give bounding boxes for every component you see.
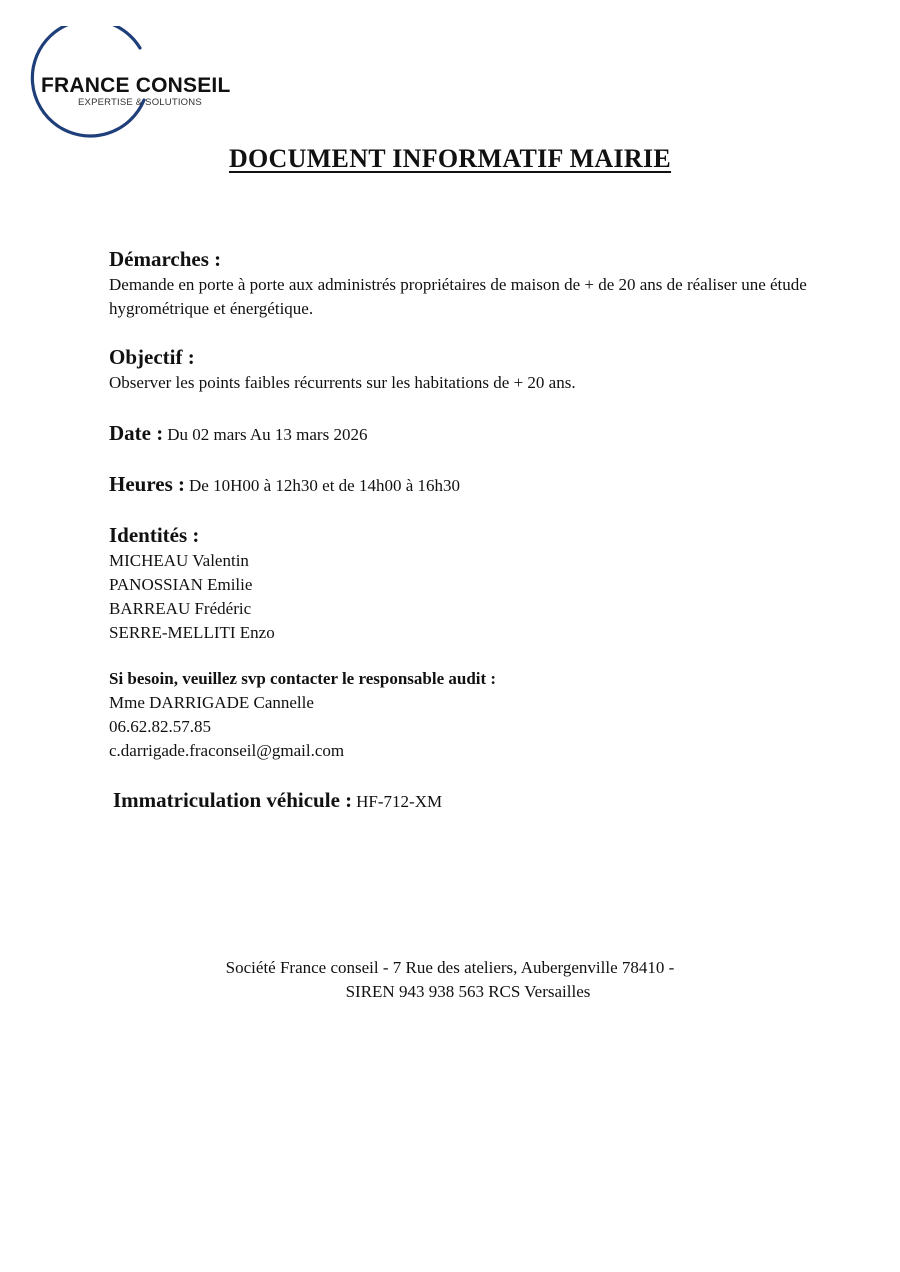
- demarches-text: Demande en porte à porte aux administrés propriétaires de maison de + de 20 ans de réaliser une étude hygrométrique et énergétique.: [109, 275, 807, 318]
- objectif-text: Observer les points faibles récurrents sur les habitations de + 20 ans.: [109, 373, 576, 392]
- date-value: Du 02 mars Au 13 mars 2026: [167, 425, 368, 444]
- identite-name: SERRE-MELLITI Enzo: [109, 623, 275, 642]
- logo-subtitle: EXPERTISE & SOLUTIONS: [78, 97, 202, 108]
- section-date: [109, 419, 829, 447]
- footer: [0, 956, 900, 1004]
- identite-name: MICHEAU Valentin: [109, 551, 249, 570]
- objectif-heading: Objectif :: [109, 345, 195, 369]
- heures-heading: Heures :: [109, 472, 186, 496]
- footer-siren: SIREN 943 938 563 RCS Versailles: [345, 982, 591, 1001]
- heures-value: De 10H00 à 12h30 et de 14h00 à 16h30: [189, 476, 461, 495]
- identite-name: BARREAU Frédéric: [109, 599, 252, 618]
- footer-address: Société France conseil - 7 Rue des ateliers, Aubergenville 78410 -: [225, 958, 675, 977]
- document-title: DOCUMENT INFORMATIF MAIRIE: [228, 144, 672, 173]
- contact-phone: 06.62.82.57.85: [109, 717, 211, 736]
- contact-heading: Si besoin, veuillez svp contacter le responsable audit :: [109, 669, 497, 688]
- contact-name: Mme DARRIGADE Cannelle: [109, 693, 314, 712]
- section-vehicule: [113, 786, 833, 814]
- identite-name: PANOSSIAN Emilie: [109, 575, 253, 594]
- section-heures: [109, 470, 829, 498]
- section-identites: [109, 521, 829, 645]
- vehicule-heading: Immatriculation véhicule :: [113, 788, 353, 812]
- section-contact: [109, 667, 829, 763]
- demarches-heading: Démarches :: [109, 247, 222, 271]
- contact-email: c.darrigade.fraconseil@gmail.com: [109, 741, 345, 760]
- vehicule-value: HF-712-XM: [356, 792, 443, 811]
- logo-title: FRANCE CONSEIL: [41, 74, 231, 97]
- section-objectif: [109, 343, 829, 395]
- section-demarches: [109, 245, 829, 321]
- company-logo: [28, 26, 258, 150]
- identites-heading: Identités :: [109, 523, 200, 547]
- date-heading: Date :: [109, 421, 164, 445]
